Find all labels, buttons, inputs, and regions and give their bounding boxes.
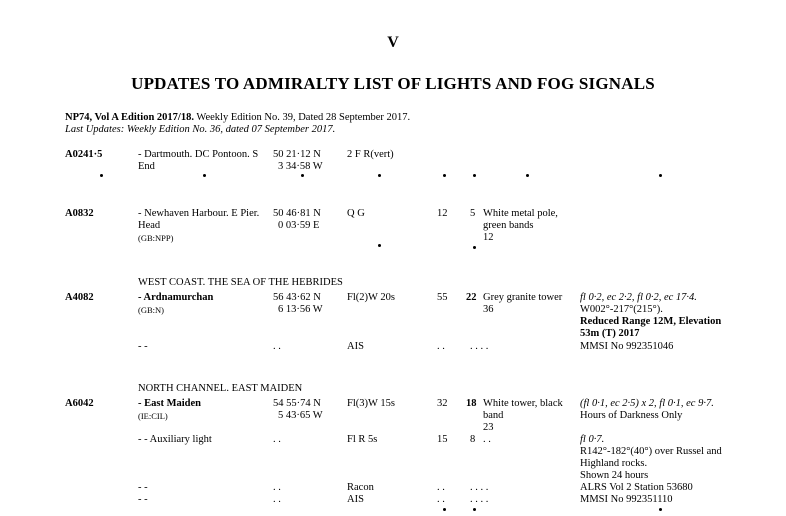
light-name: - Dartmouth. DC Pontoon. S xyxy=(138,149,259,160)
page-title: UPDATES TO ADMIRALTY LIST OF LIGHTS AND FOG SIGNALS xyxy=(131,74,655,93)
longitude: 6 13·56 W xyxy=(278,304,323,315)
marker-dot xyxy=(473,174,476,177)
remarks-range-notice: Reduced Range 12M, Elevation xyxy=(580,316,722,327)
remarks-sector: W002°-217°(215°). xyxy=(580,304,663,315)
remarks: fl 0·2, ec 2·2, fl 0·2, ec 17·4. xyxy=(580,292,697,303)
structure: White tower, black xyxy=(483,398,563,409)
elevation: 55 xyxy=(437,292,448,303)
sub-entry-dashes: - - xyxy=(138,482,148,493)
light-character: AIS xyxy=(347,341,364,352)
elevation: 32 xyxy=(437,398,448,409)
marker-dot xyxy=(301,174,304,177)
mmsi-number: MMSI No 992351110 xyxy=(580,494,673,505)
remarks-hours: Hours of Darkness Only xyxy=(580,410,683,421)
marker-dot xyxy=(378,244,381,247)
range: 8 xyxy=(470,434,476,445)
range-placeholder: . . . . xyxy=(470,341,489,352)
light-name-cont: End xyxy=(138,161,155,172)
range: 22 xyxy=(466,292,477,303)
edition-name: NP74, Vol A Edition 2017/18. xyxy=(65,112,194,123)
structure-height: 12 xyxy=(483,232,494,243)
structure-height: 36 xyxy=(483,304,494,315)
structure-placeholder: . . xyxy=(483,434,491,445)
longitude: 0 03·59 E xyxy=(278,220,320,231)
light-number: A0832 xyxy=(65,208,94,219)
remarks-shown: Shown 24 hours xyxy=(580,470,649,481)
marker-dot xyxy=(659,508,662,511)
longitude: 3 34·58 W xyxy=(278,161,323,172)
marker-dot xyxy=(473,508,476,511)
latitude: 56 43·62 N xyxy=(273,292,321,303)
position-placeholder: . . xyxy=(273,494,281,505)
authority: (GB:N) xyxy=(138,305,164,315)
marker-dot xyxy=(659,174,662,177)
remarks: fl 0·7. xyxy=(580,434,605,445)
light-character: Fl R 5s xyxy=(347,434,378,445)
structure: Grey granite tower xyxy=(483,292,563,303)
light-character: Fl(2)W 20s xyxy=(347,292,395,303)
sub-entry-dashes: - - xyxy=(138,341,148,352)
latitude: 50 46·81 N xyxy=(273,208,321,219)
edition-line xyxy=(65,112,410,124)
mmsi-number: MMSI No 992351046 xyxy=(580,341,674,352)
sub-entry-dashes: - - xyxy=(138,494,148,505)
auxiliary-light-name: - - Auxiliary light xyxy=(138,434,212,445)
light-name: - East Maiden xyxy=(138,398,201,409)
light-character: Q G xyxy=(347,208,365,219)
light-name-cont: Head xyxy=(138,220,161,231)
marker-dot xyxy=(100,174,103,177)
section-number: V xyxy=(387,34,399,51)
alrs-station: ALRS Vol 2 Station 53680 xyxy=(580,482,693,493)
structure: White metal pole, xyxy=(483,208,558,219)
marker-dot xyxy=(378,174,381,177)
marker-dot xyxy=(443,174,446,177)
remarks-sector-cont: Highland rocks. xyxy=(580,458,648,469)
marker-dot xyxy=(473,246,476,249)
light-character: Racon xyxy=(347,482,374,493)
structure-cont: band xyxy=(483,410,504,421)
light-number: A6042 xyxy=(65,398,94,409)
structure-height: 23 xyxy=(483,422,494,433)
light-number: A0241·5 xyxy=(65,149,103,160)
elevation: 12 xyxy=(437,208,448,219)
authority: (GB:NPP) xyxy=(138,233,174,243)
range: 18 xyxy=(466,398,477,409)
marker-dot xyxy=(203,174,206,177)
marker-dot xyxy=(526,174,529,177)
position-placeholder: . . xyxy=(273,341,281,352)
remarks-range-notice-cont: 53m (T) 2017 xyxy=(580,328,640,339)
elevation-placeholder: . . xyxy=(437,482,445,493)
longitude: 5 43·65 W xyxy=(278,410,323,421)
last-updates-line: Last Updates: Weekly Edition No. 36, dated 07 September 2017. xyxy=(65,124,336,135)
remarks: (fl 0·1, ec 2·5) x 2, fl 0·1, ec 9·7. xyxy=(580,398,714,409)
light-character: 2 F R(vert) xyxy=(347,149,394,160)
authority: (IE:CIL) xyxy=(138,411,168,421)
edition-weekly: Weekly Edition No. 39, Dated 28 September 2017. xyxy=(193,112,411,123)
latitude: 50 21·12 N xyxy=(273,149,321,160)
light-character: AIS xyxy=(347,494,364,505)
light-character: Fl(3)W 15s xyxy=(347,398,395,409)
light-name: - Ardnamurchan xyxy=(138,292,214,303)
position-placeholder: . . xyxy=(273,434,281,445)
region-heading: WEST COAST. THE SEA OF THE HEBRIDES xyxy=(138,277,343,288)
range-placeholder: . . . . xyxy=(470,482,489,493)
latitude: 54 55·74 N xyxy=(273,398,321,409)
marker-dot xyxy=(443,508,446,511)
elevation-placeholder: . . xyxy=(437,494,445,505)
elevation: 15 xyxy=(437,434,448,445)
light-number: A4082 xyxy=(65,292,94,303)
range: 5 xyxy=(470,208,476,219)
light-name: - Newhaven Harbour. E Pier. xyxy=(138,208,260,219)
structure-cont: green bands xyxy=(483,220,534,231)
elevation-placeholder: . . xyxy=(437,341,445,352)
range-placeholder: . . . . xyxy=(470,494,489,505)
region-heading: NORTH CHANNEL. EAST MAIDEN xyxy=(138,383,303,394)
position-placeholder: . . xyxy=(273,482,281,493)
remarks-sector: R142°-182°(40°) over Russel and xyxy=(580,446,722,457)
